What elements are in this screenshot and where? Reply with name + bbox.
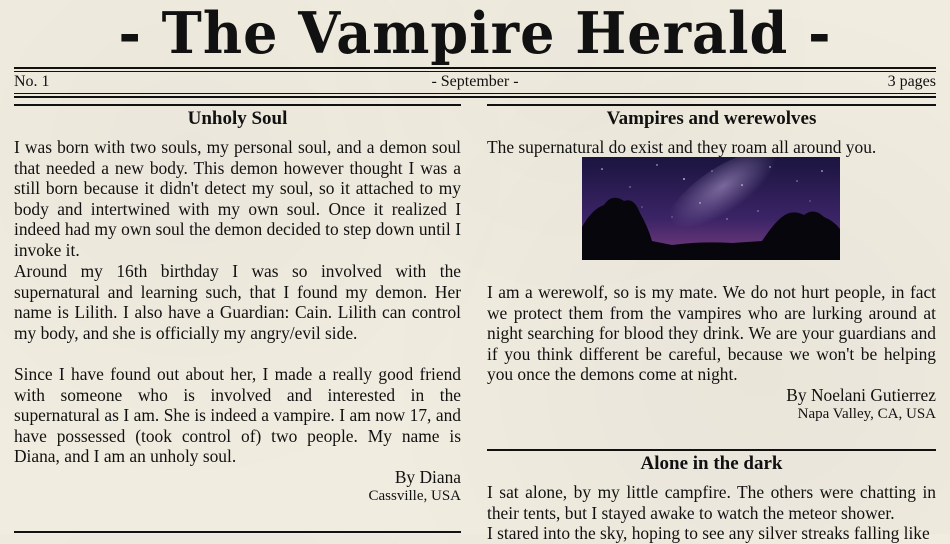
article-rule-unholy [14,104,461,106]
article-title-unholy: Unholy Soul [187,108,288,129]
masthead-rule-bottom-2 [14,96,936,98]
article-paragraph: Around my 16th birthday I was so involved with the supernatural and learning such, that I found my demon. Her name is Lilith. I also have a Guardian: Cain. Lilith can control my body, and she is officially my angry/evil side. [14,261,461,343]
article-paragraph: I was born with two souls, my personal soul, and a demon soul that needed a new body. This demon however thought I was a still born because it didn't detect my soul, so it attached to my body and intertwined with my own soul. Once it realized I indeed had my own soul the demon decided to step down until I invoke it. [14,137,461,260]
masthead-rule-top-1 [14,67,936,69]
article-paragraph: I am a werewolf, so is my mate. We do not hurt people, in fact we protect them from the vampires who are lurking around at night searching for blood they drink. We are your guardians and if you think different be careful, because we won't be helping you once the demons come at night. [487,282,936,385]
article-paragraph: I sat alone, by my little campfire. The others were chatting in their tents, but I stayed awake to watch the meteor shower. [487,482,936,523]
masthead-title: - The Vampire Herald - [118,0,832,67]
location-unholy: Cassville, USA [368,488,461,504]
article-paragraph: Since I have found out about her, I made a really good friend with someone who is involved and interested in the supernatural as I am. She is indeed a vampire. I am now 17, and have possessed (took control of) two people. My name is Diana, and I am an unholy soul. [14,364,461,467]
masthead-rule-bottom-1 [14,93,936,94]
location-vampires: Napa Valley, CA, USA [797,406,936,422]
byline-unholy: By Diana [394,467,461,487]
article-intro: The supernatural do exist and they roam all around you. [487,137,877,157]
info-bar [14,72,936,92]
article-paragraph: I stared into the sky, hoping to see any silver streaks falling like [487,523,930,543]
article-rule-alone [487,449,936,451]
night-sky-image [582,157,840,260]
article-title-alone: Alone in the dark [640,453,783,474]
article-rule-left-bottom [14,531,461,533]
page-count: 3 pages [887,73,936,90]
issue-month: - September - [431,73,519,90]
issue-number: No. 1 [14,73,50,90]
article-title-vampires: Vampires and werewolves [606,108,817,129]
byline-vampires: By Noelani Gutierrez [786,385,936,405]
article-rule-vampires [487,104,936,106]
